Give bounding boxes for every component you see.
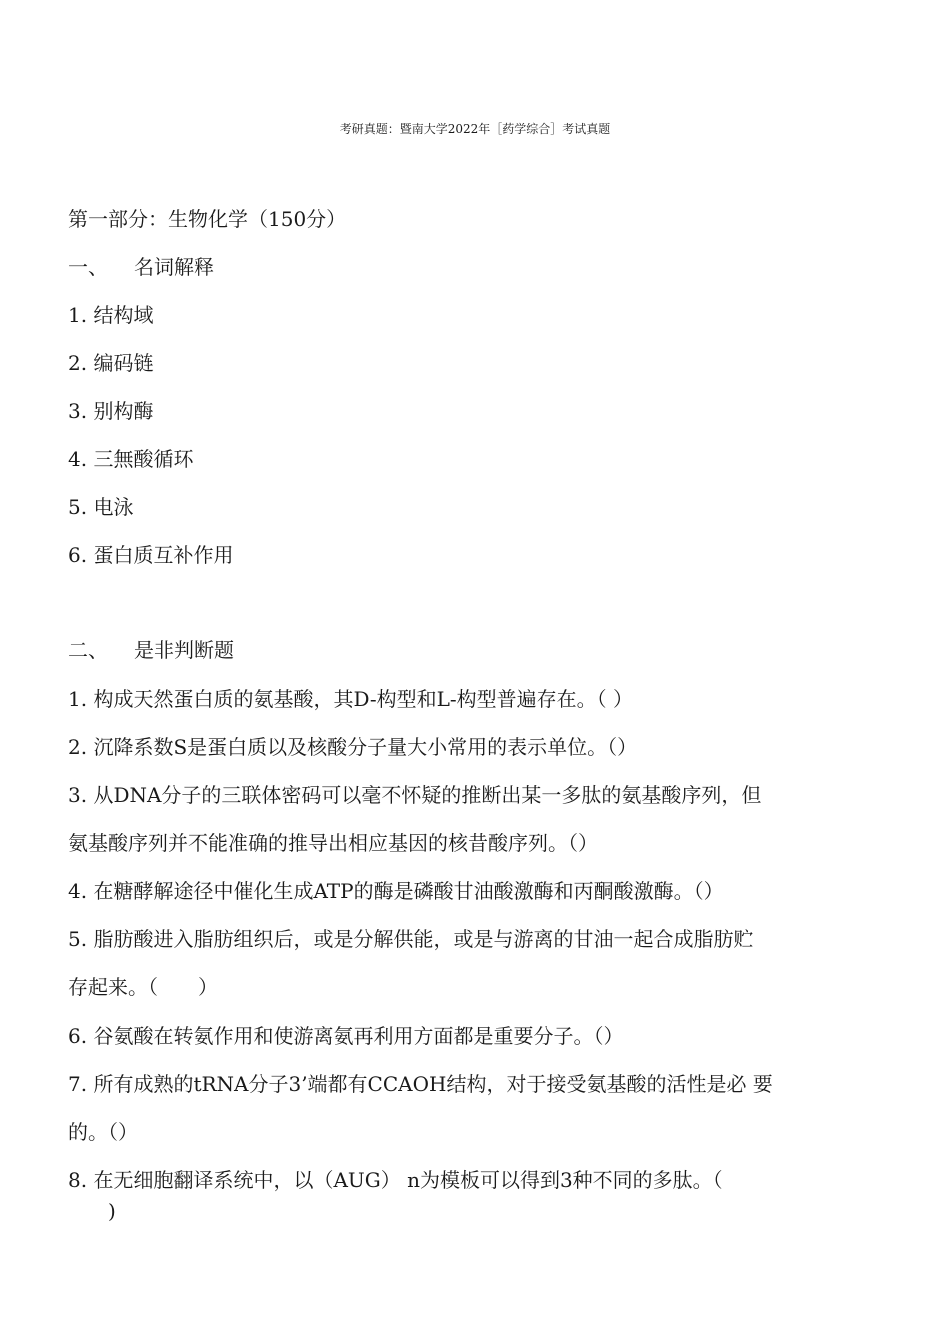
term-item: 6. 蛋白质互补作用 [68,543,234,567]
question-line: 存起来。（ ） [68,975,218,999]
section-heading-2 [68,635,234,665]
question-line: ) [68,1199,116,1223]
page-title: 考研真题：暨南大学2022年［药学综合］考试真题 [339,122,611,136]
part-heading: 第一部分：生物化学（150分） [68,207,347,231]
term-item: 2. 编码链 [68,351,154,375]
term-item: 4. 三無酸循环 [68,447,194,471]
question-line: 1. 构成天然蛋白质的氨基酸，其D-构型和L-构型普遍存在。（ ） [68,687,633,711]
question-line: 3. 从DNA分子的三联体密码可以毫不怀疑的推断出某一多肽的氨基酸序列，但 [68,783,762,807]
question-line: 4. 在糖酵解途径中催化生成ATP的酶是磷酸甘油酸激酶和丙酮酸激酶。（） [68,879,724,903]
question-line: 2. 沉降系数S是蛋白质以及核酸分子量大小常用的表示单位。（） [68,735,638,759]
question-line: 8. 在无细胞翻译系统中，以（AUG） n为模板可以得到3种不同的多肽。（ [68,1168,723,1192]
term-item: 1. 结构域 [68,303,154,327]
question-line: 的。（） [68,1120,138,1144]
question-line: 6. 谷氨酸在转氨作用和使游离氨再利用方面都是重要分子。（） [68,1024,624,1048]
section-title: 名词解释 [134,255,214,279]
question-line: 氨基酸序列并不能准确的推导出相应基因的核昔酸序列。（） [68,831,598,855]
section-number: 一、 [68,255,108,279]
section-number: 二、 [68,638,108,662]
section-title: 是非判断题 [134,638,234,662]
term-item: 5. 电泳 [68,495,134,519]
term-item: 3. 别构酶 [68,399,154,423]
question-line: 5. 脂肪酸进入脂肪组织后，或是分解供能，或是与游离的甘油一起合成脂肪贮 [68,927,754,951]
section-heading-1 [68,252,214,282]
question-line: 7. 所有成熟的tRNA分子3’端都有CCAOH结构，对于接受氨基酸的活性是必 要 [68,1072,773,1096]
